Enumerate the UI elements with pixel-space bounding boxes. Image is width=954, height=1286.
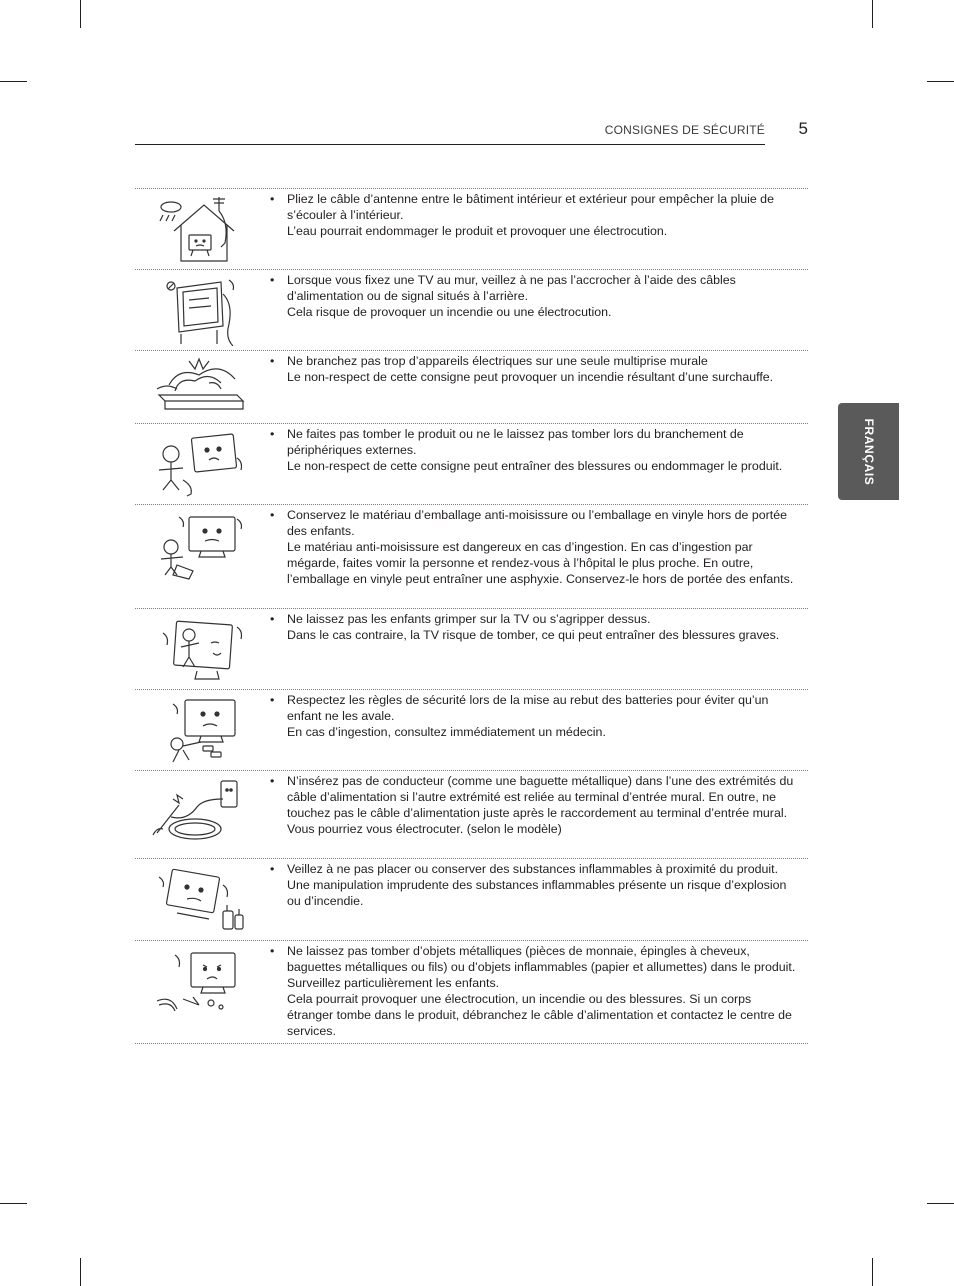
instruction-line: Ne faites pas tomber le produit ou ne le laissez pas tomber lors du branchement de périphériques externes. [287, 427, 744, 457]
list-item [135, 609, 808, 690]
list-item [135, 690, 808, 771]
instruction-text [270, 272, 796, 320]
crop-mark [927, 1203, 954, 1204]
instruction-text [270, 773, 796, 837]
instruction-line: Le non-respect de cette consigne peut provoquer un incendie résultant d’une surchauffe. [287, 370, 774, 384]
safety-instructions-list [135, 188, 808, 1044]
instruction-text [270, 426, 796, 474]
bullet: • [270, 354, 275, 368]
bullet: • [270, 273, 275, 287]
child-packaging-icon [149, 509, 249, 581]
instruction-line: En cas d’ingestion, consultez immédiatement un médecin. [287, 725, 606, 739]
instruction-text [270, 692, 796, 740]
instruction-line: Une manipulation imprudente des substances inflammables présente un risque d’explosion ou d’incendie. [287, 878, 787, 908]
crop-mark [80, 1258, 81, 1286]
bullet: • [270, 774, 275, 788]
metal-rod-outlet-icon [149, 775, 249, 847]
list-item [135, 424, 808, 505]
list-item [135, 351, 808, 424]
page-header [135, 118, 808, 145]
list-item [135, 941, 808, 1044]
instruction-line: Ne laissez pas les enfants grimper sur la TV ou s’agripper dessus. [287, 612, 651, 626]
metal-objects-tv-icon [149, 945, 249, 1017]
list-item [135, 505, 808, 609]
instruction-text [270, 353, 796, 385]
list-item [135, 270, 808, 351]
header-rule [135, 144, 765, 145]
bullet: • [270, 693, 275, 707]
instruction-line: Conservez le matériau d’emballage anti-moisissure ou l’emballage en vinyle hors de portée des enfants. [287, 508, 788, 538]
instruction-line: Vous pourriez vous électrocuter. (selon le modèle) [287, 822, 562, 836]
tv-falling-person-icon [149, 428, 249, 500]
instruction-line: Lorsque vous fixez une TV au mur, veillez à ne pas l’accrocher à l’aide des câbles d’alimentation ou de signal situés à l’arrière. [287, 273, 736, 303]
section-title: CONSIGNES DE SÉCURITÉ [604, 123, 765, 137]
crop-mark [872, 0, 873, 28]
instruction-text [270, 191, 796, 239]
child-batteries-icon [149, 694, 249, 766]
instruction-text [270, 507, 796, 587]
overloaded-power-strip-icon [149, 355, 249, 419]
instruction-line: Le matériau anti-moisissure est dangereux en cas d’ingestion. En cas d’ingestion par mégarde, faites vomir la personne et rendez-vous à l’hôpital le plus proche. En outre, l’emballage en vinyle peut entraîner une asphyxie. Conservez-le hors de portée des enfants. [287, 540, 794, 586]
house-antenna-rain-icon [149, 193, 249, 265]
instruction-line: Ne branchez pas trop d’appareils électriques sur une seule multiprise murale [287, 354, 708, 368]
instruction-line: Pliez le câble d’antenne entre le bâtiment intérieur et extérieur pour empêcher la pluie de s’écouler à l’intérieur. [287, 192, 774, 222]
page-number: 5 [798, 119, 808, 138]
list-item [135, 771, 808, 859]
crop-mark [872, 1258, 873, 1286]
tv-wall-cables-icon [149, 274, 249, 346]
bullet: • [270, 427, 275, 441]
bullet: • [270, 944, 275, 958]
crop-mark [927, 81, 954, 82]
child-climbing-tv-icon [149, 613, 249, 685]
crop-mark [0, 81, 27, 82]
instruction-line: Cela pourrait provoquer une électrocution, un incendie ou des blessures. Si un corps étranger tombe dans le produit, débranchez le câble d’alimentation et contactez le centre de services. [287, 992, 792, 1038]
list-item [135, 859, 808, 941]
language-tab-label: FRANÇAIS [861, 418, 876, 485]
crop-mark [0, 1203, 27, 1204]
instruction-line: N’insérez pas de conducteur (comme une baguette métallique) dans l’une des extrémités du câble d’alimentation si l’autre extrémité est reliée au terminal d’entrée mural. En outre, ne touchez pas le câble d’alimentation juste après le raccordement au terminal d’entrée mural. [287, 774, 794, 820]
bullet: • [270, 612, 275, 626]
instruction-line: Respectez les règles de sécurité lors de la mise au rebut des batteries pour éviter qu’un enfant ne les avale. [287, 693, 769, 723]
list-item [135, 189, 808, 270]
language-tab [838, 403, 899, 500]
instruction-line: Le non-respect de cette consigne peut entraîner des blessures ou endommager le produit. [287, 459, 783, 473]
crop-mark [80, 0, 81, 28]
instruction-text [270, 943, 796, 1039]
instruction-line: Cela risque de provoquer un incendie ou une électrocution. [287, 305, 612, 319]
instruction-line: Dans le cas contraire, la TV risque de tomber, ce qui peut entraîner des blessures graves. [287, 628, 780, 642]
bullet: • [270, 862, 275, 876]
instruction-text [270, 611, 796, 643]
instruction-line: Veillez à ne pas placer ou conserver des substances inflammables à proximité du produit. [287, 862, 779, 876]
flammable-substances-icon [149, 863, 249, 935]
bullet: • [270, 508, 275, 522]
instruction-text [270, 861, 796, 909]
bullet: • [270, 192, 275, 206]
instruction-line: Ne laissez pas tomber d’objets métalliques (pièces de monnaie, épingles à cheveux, baguettes métalliques ou fils) ou d’objets inflammables (papier et allumettes) dans le produit. Surveillez particulièrement les enfants. [287, 944, 796, 990]
instruction-line: L’eau pourrait endommager le produit et provoquer une électrocution. [287, 224, 668, 238]
